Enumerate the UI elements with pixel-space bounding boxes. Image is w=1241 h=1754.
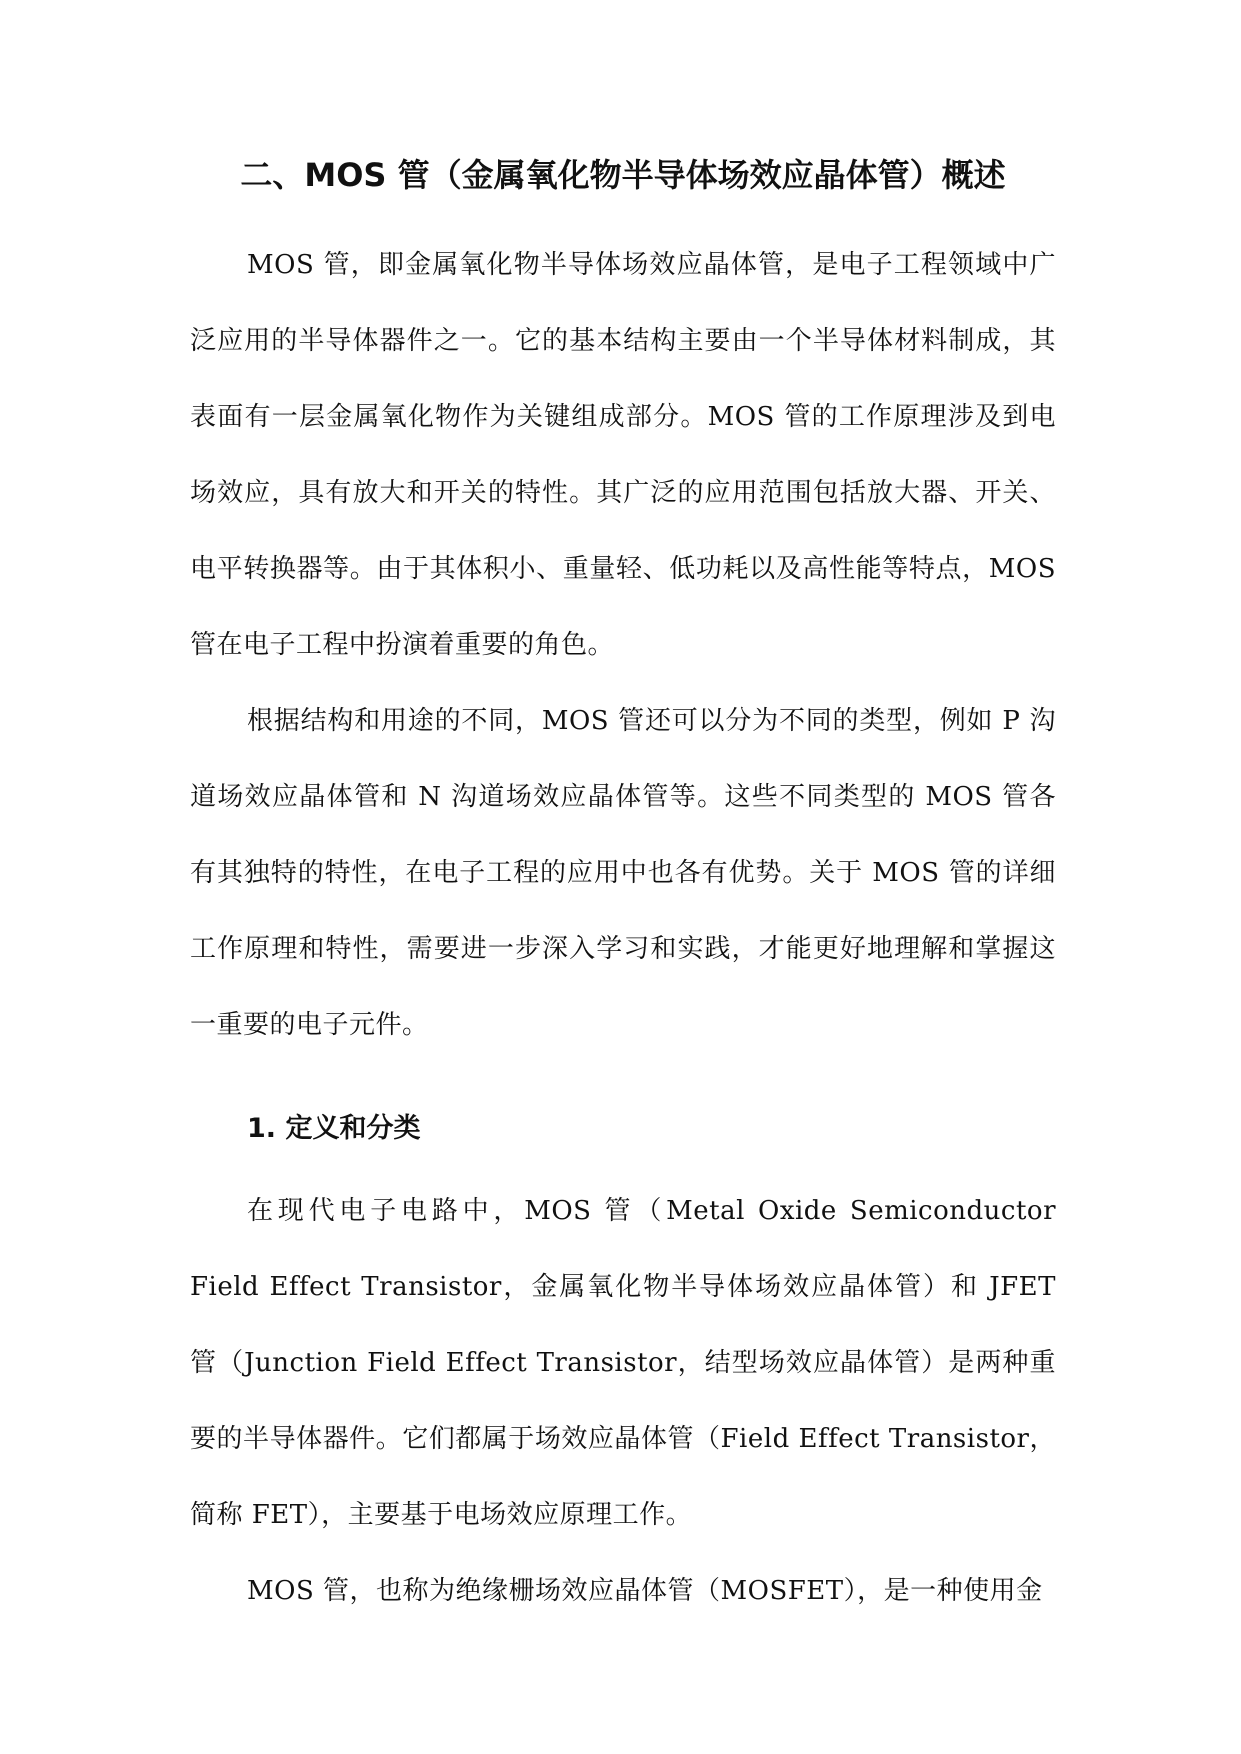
types-paragraph: 根据结构和用途的不同，MOS 管还可以分为不同的类型，例如 P 沟道场效应晶体管和 N 沟道场效应晶体管等。这些不同类型的 MOS 管各有其独特的特性，在电子工程的应用中也各有优势。关于 MOS 管的详细工作原理和特性，需要进一步深入学习和实践，才能更好地理解和掌握这一重要的电子元件。 bbox=[190, 706, 1056, 1040]
section-heading: 1. 定义和分类 bbox=[247, 1113, 421, 1144]
mosfet-paragraph: MOS 管，也称为绝缘栅场效应晶体管（MOSFET），是一种使用金 bbox=[247, 1576, 1043, 1606]
definition-paragraph: 在现代电子电路中，MOS 管（Metal Oxide Semiconductor Field Effect Transistor，金属氧化物半导体场效应晶体管）和 JFET 管（Junction Field Effect Transistor，结型场效应晶体管）是两种重要的半导体器件。它们都属于场效应晶体管（Field Effect Transistor，简称 FET），主要基于电场效应原理工作。 bbox=[190, 1196, 1056, 1530]
page-title: 二、MOS 管（金属氧化物半导体场效应晶体管）概述 bbox=[240, 156, 1006, 194]
document-body bbox=[190, 150, 1056, 1629]
intro-paragraph: MOS 管，即金属氧化物半导体场效应晶体管，是电子工程领域中广泛应用的半导体器件之一。它的基本结构主要由一个半导体材料制成，其表面有一层金属氧化物作为关键组成部分。MOS 管的工作原理涉及到电场效应，具有放大和开关的特性。其广泛的应用范围包括放大器、开关、电平转换器等。由于其体积小、重量轻、低功耗以及高性能等特点，MOS 管在电子工程中扮演着重要的角色。 bbox=[190, 250, 1056, 660]
